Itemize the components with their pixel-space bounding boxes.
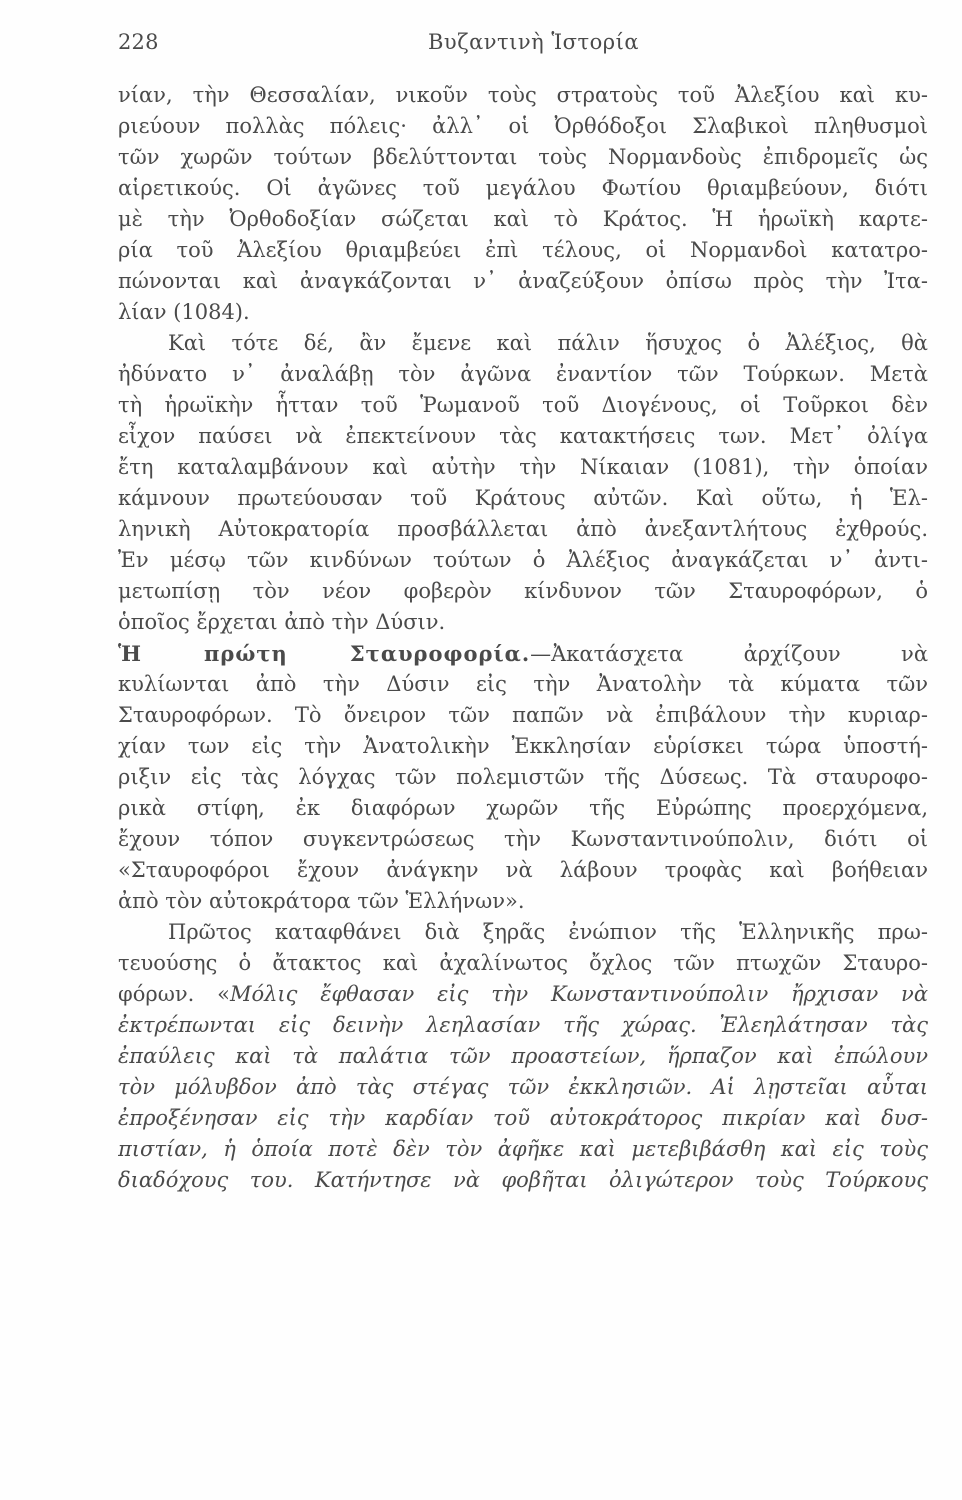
text-line: ληνικὴ Αὐτοκρατορία προσβάλλεται ἀπὸ ἀνεξαντλήτους ἐχθρούς. [118,517,928,541]
text-line: κάμνουν πρωτεύουσαν τοῦ Κράτους αὐτῶν. Καὶ οὕτω, ἡ Ἑλ- [118,486,928,510]
quote-text: Μόλις ἔφθασαν εἰς τὴν Κωνσταντινούπολιν ἤρχισαν νὰ [229,982,928,1006]
section-heading: Ἡ πρώτη Σταυροφορία. [118,641,531,666]
page-header [118,30,878,60]
text-line: τῶν χωρῶν τούτων βδελύττονται τοὺς Νορμανδοὺς ἐπιδρομεῖς ὡς [118,145,928,169]
text-line: ἠδύνατο ν᾽ ἀναλάβῃ τὸν ἀγῶνα ἐναντίον τῶν Τούρκων. Μετὰ [118,362,928,386]
text-line: Σταυροφόρων. Τὸ ὄνειρον τῶν παπῶν νὰ ἐπιβάλουν τὴν κυριαρ- [118,703,928,727]
text-line-start: φόρων. « [118,982,230,1006]
quote-line: διαδόχους του. Κατήντησε νὰ φοβῆται ὀλιγώτερον τοὺς Τούρκους [118,1168,928,1192]
text-line: πώνονται καὶ ἀναγκάζονται ν᾽ ἀναζεύξουν ὀπίσω πρὸς τὴν Ἰτα- [118,269,928,293]
text-line: λίαν (1084). [118,300,250,324]
text-line: ριξιν εἰς τὰς λόγχας τῶν πολεμιστῶν τῆς Δύσεως. Τὰ σταυροφο- [118,765,928,789]
text-line: τὴ ἡρωϊκὴν ἧτταν τοῦ Ῥωμανοῦ τοῦ Διογένους, οἱ Τοῦρκοι δὲν [118,393,928,417]
running-title: Βυζαντινὴ Ἱστορία [428,30,640,54]
text-line: χίαν των εἰς τὴν Ἀνατολικὴν Ἐκκλησίαν εὑρίσκει τώρα ὑποστή- [118,734,928,758]
quote-line: ἐπαύλεις καὶ τὰ παλάτια τῶν προαστείων, ἥρπαζον καὶ ἐπώλουν [118,1044,928,1068]
text-line: μετωπίσῃ τὸν νέον φοβερὸν κίνδυνον τῶν Σταυροφόρων, ὁ [118,579,928,603]
text-line: ἔτη καταλαμβάνουν καὶ αὐτὴν τὴν Νίκαιαν (1081), τὴν ὁποίαν [118,455,928,479]
quote-line: πιστίαν, ἡ ὁποία ποτὲ δὲν τὸν ἀφῆκε καὶ μετεβιβάσθη καὶ εἰς τοὺς [118,1137,928,1161]
text-line: τευούσης ὁ ἄτακτος καὶ ἀχαλίνωτος ὄχλος τῶν πτωχῶν Σταυρο- [118,951,928,975]
text-line: νίαν, τὴν Θεσσαλίαν, νικοῦν τοὺς στρατοὺς τοῦ Ἀλεξίου καὶ κυ- [118,83,928,107]
quote-line: τὸν μόλυβδον ἀπὸ τὰς στέγας τῶν ἐκκλησιῶν. Αἱ λῃστεῖαι αὗται [118,1075,928,1099]
text-line: Πρῶτος καταφθάνει διὰ ξηρᾶς ἐνώπιον τῆς Ἑλληνικῆς πρω- [168,920,928,944]
quote-start-line [118,979,928,1010]
text-line: ἔχουν τόπον συγκεντρώσεως τὴν Κωνσταντινούπολιν, διότι οἱ [118,827,928,851]
text-line: εἶχον παύσει νὰ ἐπεκτείνουν τὰς κατακτήσεις των. Μετ᾽ ὀλίγα [118,424,928,448]
text-line: αἱρετικούς. Οἱ ἀγῶνες τοῦ μεγάλου Φωτίου θριαμβεύουν, διότι [118,176,928,200]
text-line: «Σταυροφόροι ἔχουν ἀνάγκην νὰ λάβουν τροφὰς καὶ βοήθειαν [118,858,928,882]
section-heading-line [118,638,928,669]
text-line: Ἐν μέσῳ τῶν κινδύνων τούτων ὁ Ἀλέξιος ἀναγκάζεται ν᾽ ἀντι- [118,548,928,572]
text-line: ὁποῖος ἔρχεται ἀπὸ τὴν Δύσιν. [118,610,446,634]
page-number: 228 [118,30,159,54]
quote-line: ἐκτρέπωνται εἰς δεινὴν λεηλασίαν τῆς χώρας. Ἐλεηλάτησαν τὰς [118,1013,928,1037]
text-line: ρία τοῦ Ἀλεξίου θριαμβεύει ἐπὶ τέλους, οἱ Νορμανδοὶ κατατρο- [118,238,928,262]
text-line: ἀπὸ τὸν αὐτοκράτορα τῶν Ἑλλήνων». [118,889,525,913]
text-line-continuation: —Ἀκατάσχετα ἀρχίζουν νὰ [530,642,928,666]
text-line: ρικὰ στίφη, ἐκ διαφόρων χωρῶν τῆς Εὐρώπης προερχόμενα, [118,796,928,820]
text-line: κυλίωνται ἀπὸ τὴν Δύσιν εἰς τὴν Ἀνατολὴν τὰ κύματα τῶν [118,672,928,696]
text-line: Καὶ τότε δέ, ἂν ἔμενε καὶ πάλιν ἥσυχος ὁ Ἀλέξιος, θὰ [168,331,928,355]
text-line: μὲ τὴν Ὀρθοδοξίαν σώζεται καὶ τὸ Κράτος. Ἡ ἡρωϊκὴ καρτε- [118,207,928,231]
body-text [118,80,928,1196]
quote-line: ἐπροξένησαν εἰς τὴν καρδίαν τοῦ αὐτοκράτορος πικρίαν καὶ δυσ- [118,1106,928,1130]
text-line: ριεύουν πολλὰς πόλεις· ἀλλ᾽ οἱ Ὀρθόδοξοι Σλαβικοὶ πληθυσμοὶ [118,114,928,138]
